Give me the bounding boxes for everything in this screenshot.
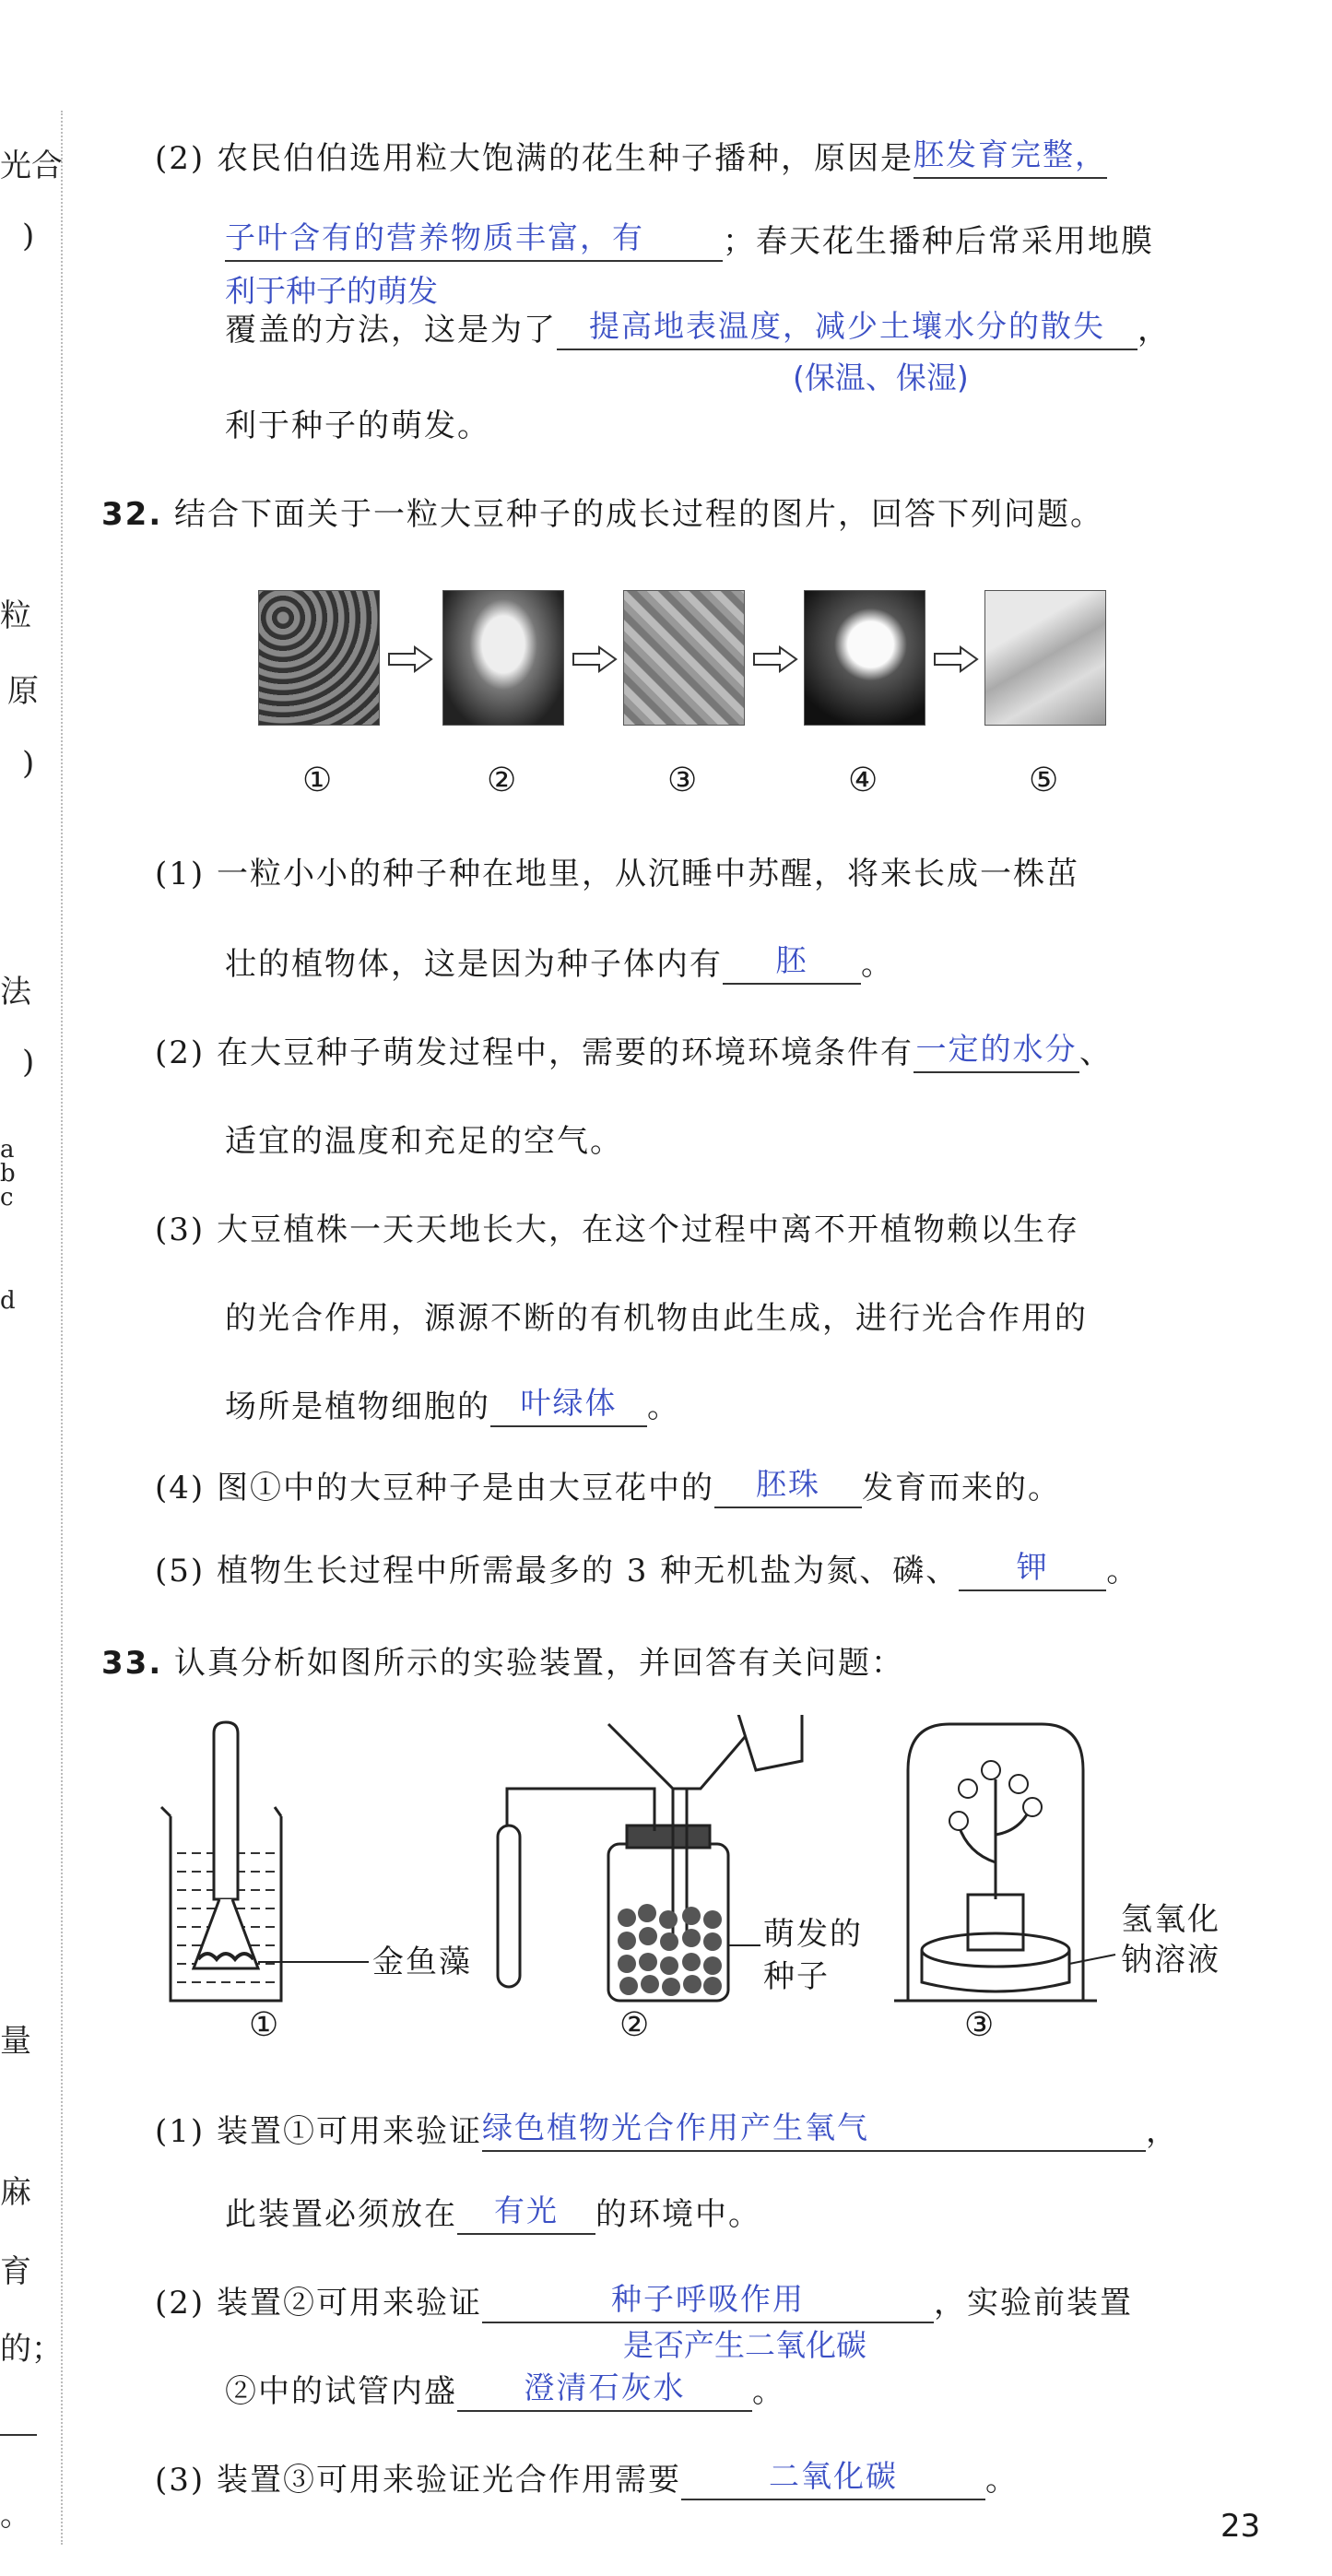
margin-fragment: ) [22,218,35,254]
pod-photo [984,590,1106,726]
answer-blank [482,2281,934,2323]
soybean-seeds-photo [258,590,380,726]
question-number: 32. [101,496,163,533]
figure-label: ⑤ [1029,762,1059,799]
q33-p2-line2: ②中的试管内盛 澄清石灰水 。 [225,2369,785,2410]
handwritten-answer: 种子呼吸作用 [610,2281,805,2317]
arrow-icon [572,645,618,673]
margin-fragment: 麻 [0,2174,31,2211]
margin-fragment: 粒 [0,597,31,634]
flower-photo [804,590,925,726]
handwritten-answer: 是否产生二氧化碳 [623,2327,866,2363]
q32-p1-line2: 壮的植物体，这是因为种子体内有 胚 。 [225,942,894,983]
figure-label: ④ [848,762,878,799]
answer-blank [959,1549,1106,1591]
q31-p2-line2: 子叶含有的营养物质丰富，有 ；春天花生播种后常采用地膜 [225,219,1154,260]
margin-fragment: 法 [0,974,31,1010]
margin-fragment: 育 [0,2253,31,2290]
question-number: 33. [101,1645,163,1682]
figure-label: ① [249,2006,279,2044]
label-germinating-seeds: 萌发的 [763,1916,863,1953]
arrow-icon [933,645,979,673]
handwritten-answer: (保温、保湿) [793,360,969,396]
q31-p2-line3: 覆盖的方法，这是为了 提高地表温度，减少土壤水分的散失 ， [225,308,1171,349]
answer-blank [723,942,861,985]
q32-p2-line2: 适宜的温度和充足的空气。 [225,1123,623,1160]
handwritten-answer: 叶绿体 [520,1385,618,1421]
handwritten-answer: 胚发育完整， [913,136,1107,172]
q32-p5: (5) 植物生长过程中所需最多的 3 种无机盐为氮、磷、 钾 。 [155,1549,1140,1589]
germinating-seed-photo [442,590,564,726]
handwritten-answer: 绿色植物光合作用产生氧气 [481,2109,869,2145]
seedling-photo [623,590,745,726]
margin-fragment: 量 [0,2023,31,2060]
q32-p3-line3: 场所是植物细胞的 叶绿体 。 [225,1385,680,1425]
binding-line [61,111,63,2545]
q31-p2-line4: 利于种子的萌发。 [225,408,490,444]
figure-label: ② [487,762,517,799]
answer-blank [457,2192,595,2235]
q33-p2-line1: (2) 装置②可用来验证 种子呼吸作用 ，实验前装置 [155,2281,1133,2322]
answer-blank [557,308,1138,350]
figure-label: ① [302,762,333,799]
handwritten-answer: 胚 [775,942,808,978]
label-naoh-solution: 钠溶液 [1121,1942,1220,1979]
experiment-apparatus-figure [157,1715,1226,2065]
handwritten-answer: 钾 [1016,1549,1049,1585]
arrow-icon [752,645,798,673]
answer-blank [481,2109,1146,2152]
handwritten-answer: 澄清石灰水 [524,2369,686,2405]
margin-fragment: b [0,1160,16,1188]
answer-blank [681,2458,985,2500]
label-goldfish-weed: 金鱼藻 [372,1944,472,1980]
margin-blank [0,2434,37,2436]
margin-fragment: 光合 [0,148,63,184]
q33-p1-line2: 此装置必须放在 有光 的环境中。 [225,2192,761,2233]
q32-p1-line1: (1) 一粒小小的种子种在地里，从沉睡中苏醒，将来长成一株茁 [155,856,1079,892]
q31-p2-line1: (2) 农民伯伯选用粒大饱满的花生种子播种，原因是 胚发育完整， [155,136,1107,177]
arrow-icon [387,645,433,673]
handwritten-answer: 利于种子的萌发 [225,273,438,309]
q33-stem: 33. 认真分析如图所示的实验装置，并回答有关问题： [101,1645,905,1682]
q32-p4: (4) 图①中的大豆种子是由大豆花中的 胚珠 发育而来的。 [155,1466,1061,1507]
margin-fragment: a [0,1136,15,1164]
label-germinating-seeds: 种子 [763,1958,830,1995]
q33-p3: (3) 装置③可用来验证光合作用需要 二氧化碳 。 [155,2458,1019,2499]
answer-blank [913,136,1107,179]
handwritten-answer: 子叶含有的营养物质丰富，有 [225,219,644,255]
answer-blank [714,1466,862,1508]
q32-p3-line2: 的光合作用，源源不断的有机物由此生成，进行光合作用的 [225,1300,1088,1337]
q33-p1-line1: (1) 装置①可用来验证 绿色植物光合作用产生氧气 ， [155,2109,1179,2150]
label-naoh-solution: 氢氧化 [1121,1901,1220,1938]
figure-label: ② [619,2006,650,2044]
q32-p2-line1: (2) 在大豆种子萌发过程中，需要的环境环境条件有 一定的水分 、 [155,1031,1113,1071]
margin-fragment: c [0,1184,14,1211]
handwritten-answer: 胚珠 [755,1466,820,1502]
handwritten-answer: 有光 [494,2192,559,2228]
page-number: 23 [1220,2508,1261,2545]
figure-label: ③ [667,762,698,799]
handwritten-answer: 二氧化碳 [768,2458,898,2494]
q32-p3-line1: (3) 大豆植株一天天地长大，在这个过程中离不开植物赖以生存 [155,1211,1079,1248]
answer-blank [490,1385,647,1427]
answer-blank [914,1031,1079,1073]
margin-fragment: ) [22,1044,35,1081]
handwritten-answer: 提高地表温度，减少土壤水分的散失 [589,308,1105,344]
q32-stem: 32. 结合下面关于一粒大豆种子的成长过程的图片，回答下列问题。 [101,496,1104,533]
margin-fragment: d [0,1287,16,1315]
margin-fragment: 的； [0,2331,63,2368]
handwritten-answer: 一定的水分 [915,1031,1078,1067]
margin-fragment: 。 [0,2497,31,2534]
margin-fragment: ) [22,745,35,782]
figure-label: ③ [964,2006,995,2044]
margin-fragment: 原 [7,673,39,710]
